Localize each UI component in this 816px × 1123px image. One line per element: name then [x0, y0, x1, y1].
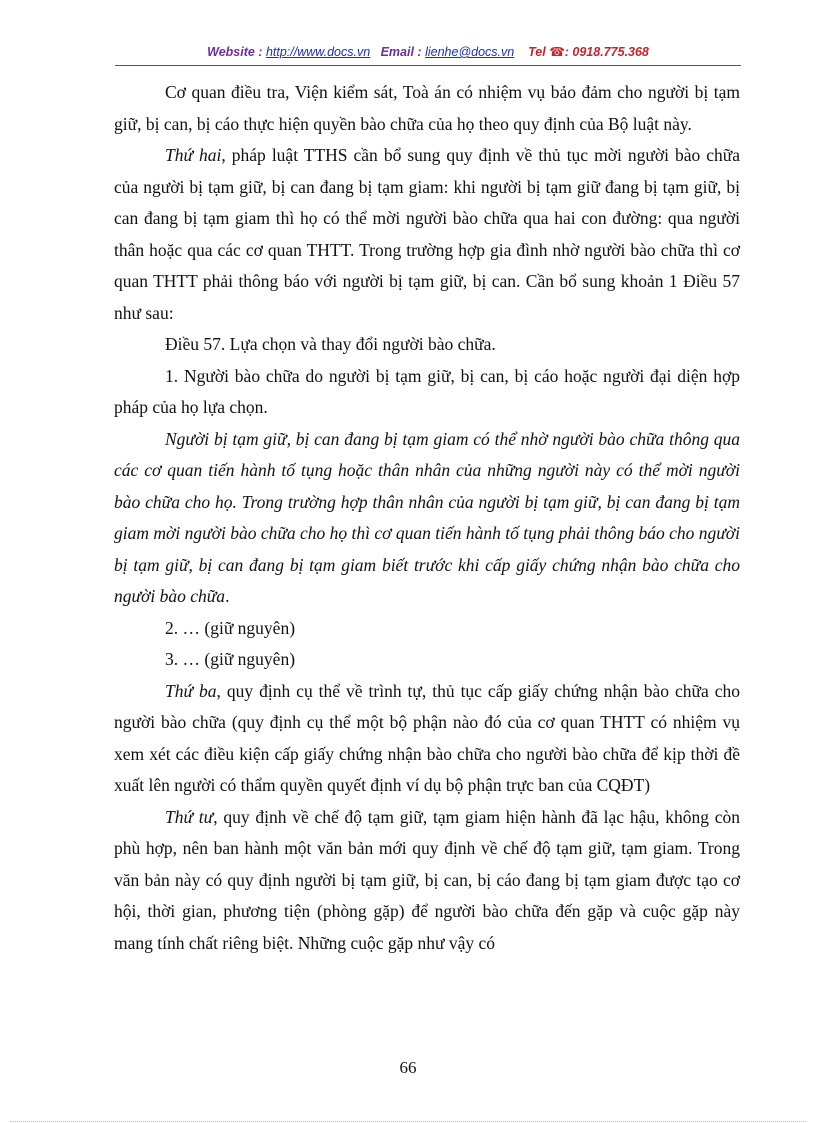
page-number: 66	[399, 1058, 417, 1077]
proposed-addition-end: .	[225, 586, 230, 606]
header-divider	[115, 65, 741, 66]
paragraph-2-lead: Thứ hai	[165, 145, 222, 165]
proposed-addition-text: Người bị tạm giữ, bị can đang bị tạm giam có thể nhờ người bào chữa thông qua các cơ quan tiến hành tố tụng hoặc thân nhân của những người này có thể mời người bào chữa cho họ. Trong trường hợp thân nhân của người bị tạm giữ, bị can đang bị tạm giam mời người bào chữa cho họ thì cơ quan tiến hành tố tụng phải thông báo cho người bị tạm giữ, bị can đang bị tạm giam biết trước khi cấp giấy chứng nhận bào chữa cho người bào chữa	[114, 428, 740, 606]
email-label: Email :	[380, 45, 422, 59]
paragraph-1: Cơ quan điều tra, Viện kiểm sát, Toà án có nhiệm vụ bảo đảm cho người bị tạm giữ, bị can, bị cáo thực hiện quyền bào chữa của họ theo quy định của Bộ luật này.	[114, 82, 740, 134]
paragraph-2	[114, 140, 740, 329]
paragraph-4-lead: Thứ tư	[165, 806, 214, 827]
paragraph-4-text: , quy định về chế độ tạm giữ, tạm giam hiện hành đã lạc hậu, không còn phù hợp, nên ban hành một văn bản mới quy định về chế độ tạm giữ, tạm giam. Trong văn bản này có quy định người bị tạm giữ, bị can, bị cáo đang bị tạm giam được tạo cơ hội, thời gian, phương tiện (phòng gặp) để người bào chữa đến gặp và cuộc gặp này mang tính chất riêng biệt. Những cuộc gặp như vậy có	[114, 806, 740, 953]
page-header	[115, 44, 741, 64]
clause-1: 1. Người bào chữa do người bị tạm giữ, bị can, bị cáo hoặc người đại diện hợp pháp của họ lựa chọn.	[114, 365, 740, 417]
telephone-info: Tel ☎: 0918.775.368	[528, 45, 649, 59]
paragraph-3-lead: Thứ ba	[165, 680, 217, 701]
clause-2: 2. … (giữ nguyên)	[165, 617, 296, 638]
page-bottom-border	[10, 1121, 806, 1122]
email-link[interactable]: lienhe@docs.vn	[425, 45, 515, 59]
website-label: Website :	[207, 45, 263, 59]
website-link[interactable]: http://www.docs.vn	[265, 45, 371, 59]
paragraph-2-text: , pháp luật TTHS cần bổ sung quy định về thủ tục mời người bào chữa của người bị tạm giữ, bị can đang bị tạm giam: khi người bị tạm giữ đang bị tạm giữ, bị can đang bị tạm giam thì họ có thể mời người bào chữa qua hai con đường: qua người thân hoặc qua các cơ quan THTT. Trong trường hợp gia đình nhờ người bào chữa thì cơ quan THTT phải thông báo với người bị tạm giữ, bị can. Cần bổ sung khoản 1 Điều 57 như sau:	[114, 145, 740, 323]
document-body	[114, 77, 740, 959]
clause-3: 3. … (giữ nguyên)	[165, 649, 296, 669]
paragraph-4	[114, 802, 740, 960]
paragraph-3-text: , quy định cụ thể về trình tự, thủ tục cấp giấy chứng nhận bào chữa cho người bào chữa (quy định cụ thể một bộ phận nào đó của cơ quan THTT có nhiệm vụ xem xét các điều kiện cấp giấy chứng nhận bào chữa cho người bào chữa để kịp thời đề xuất lên người có thẩm quyền quyết định ví dụ bộ phận trực ban của CQĐT)	[114, 680, 741, 795]
proposed-addition	[114, 424, 740, 613]
paragraph-3	[114, 676, 740, 802]
article-57-heading: Điều 57. Lựa chọn và thay đổi người bào chữa.	[165, 334, 496, 354]
